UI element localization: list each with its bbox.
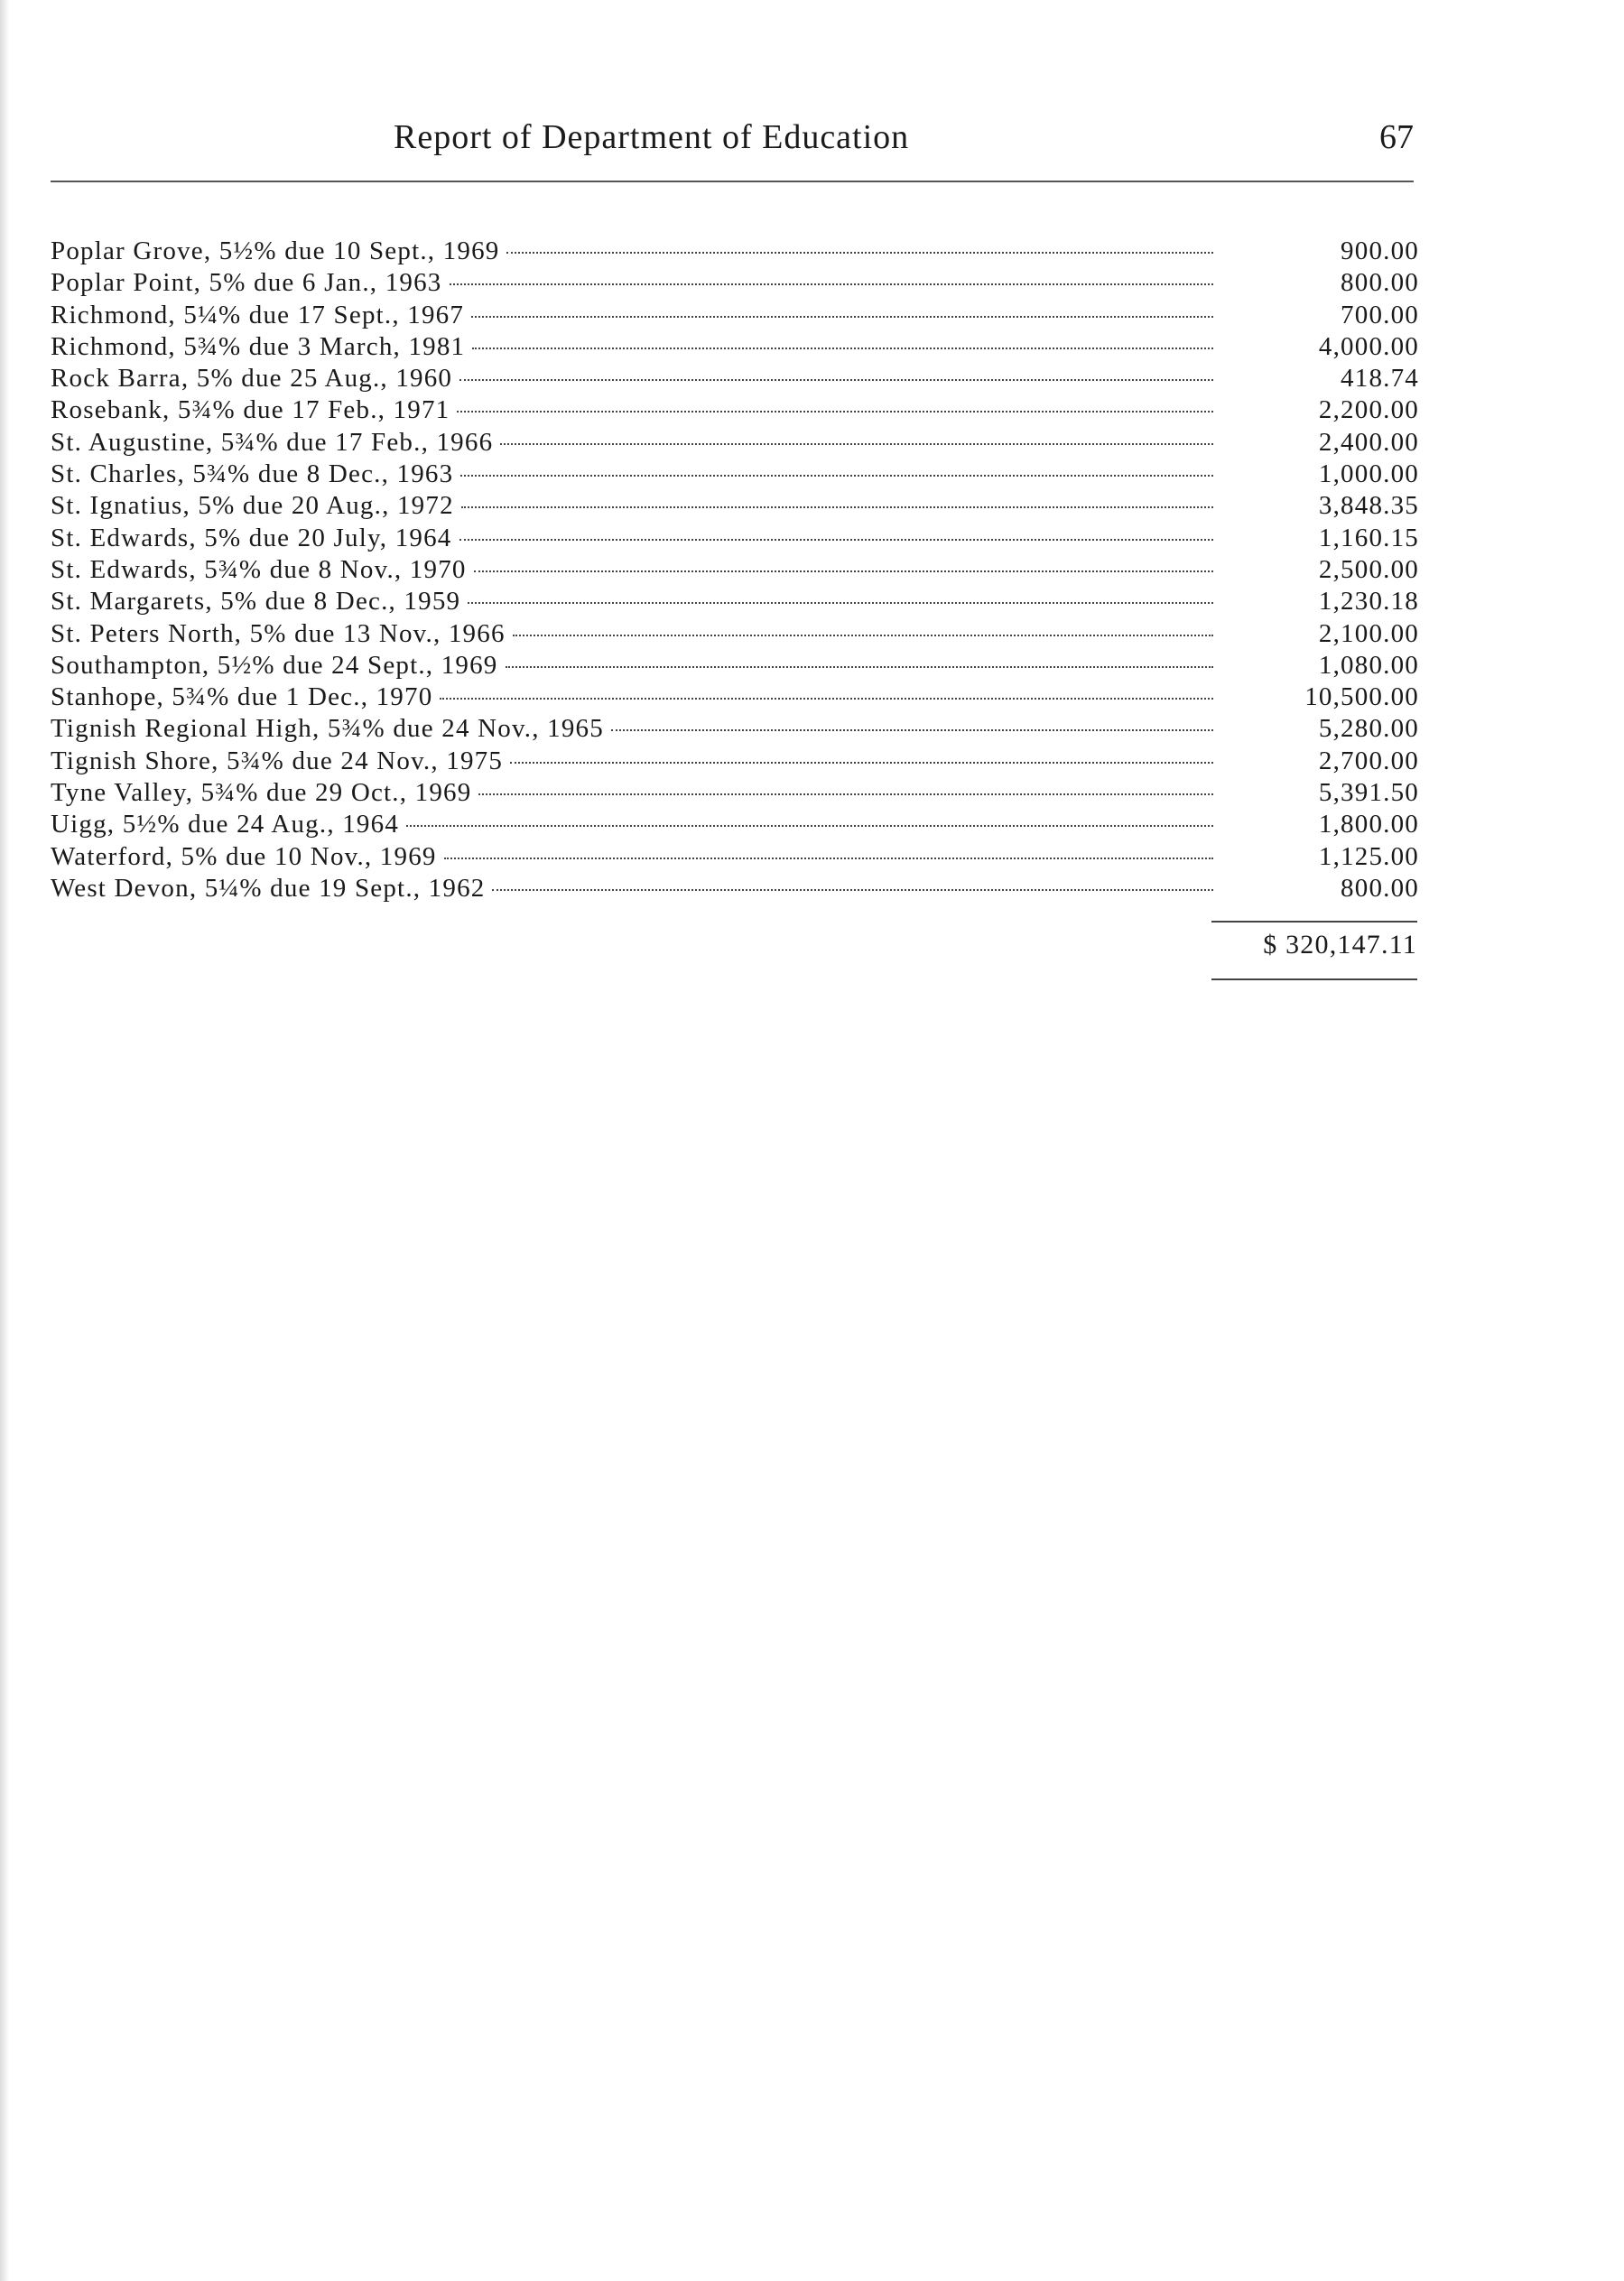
dot-leader <box>474 570 1213 572</box>
list-item <box>51 778 1419 810</box>
list-item <box>51 395 1419 427</box>
list-item <box>51 746 1419 778</box>
row-label: Southampton, 5½% due 24 Sept., 1969 <box>51 650 498 680</box>
row-label: Poplar Grove, 5½% due 10 Sept., 1969 <box>51 236 500 265</box>
row-label: Rock Barra, 5% due 25 Aug., 1960 <box>51 364 453 394</box>
row-amount: 1,160.15 <box>1318 523 1419 552</box>
dot-leader <box>406 825 1213 827</box>
list-item <box>51 555 1419 587</box>
row-label: Stanhope, 5¾% due 1 Dec., 1970 <box>51 682 433 712</box>
row-amount: 3,848.35 <box>1318 491 1419 521</box>
row-label: St. Edwards, 5¾% due 8 Nov., 1970 <box>51 554 467 584</box>
row-label: St. Peters North, 5% due 13 Nov., 1966 <box>51 618 506 648</box>
page-number: 67 <box>1379 118 1414 156</box>
dot-leader <box>461 506 1213 508</box>
scan-edge-shadow <box>0 0 9 2281</box>
row-amount: 5,391.50 <box>1318 778 1419 808</box>
dot-leader <box>440 698 1213 700</box>
row-amount: 800.00 <box>1341 268 1419 298</box>
row-amount: 5,280.00 <box>1318 714 1419 744</box>
row-amount: 800.00 <box>1341 873 1419 903</box>
row-label: St. Augustine, 5¾% due 17 Feb., 1966 <box>51 427 494 457</box>
list-item <box>51 524 1419 555</box>
list-item <box>51 364 1419 395</box>
page-title: Report of Department of Education <box>394 118 910 156</box>
dot-leader <box>459 539 1214 541</box>
row-label: Tignish Regional High, 5¾% due 24 Nov., 1965 <box>51 714 604 744</box>
dot-leader <box>444 858 1213 859</box>
list-item <box>51 714 1419 746</box>
list-item <box>51 682 1419 714</box>
row-label: Tignish Shore, 5¾% due 24 Nov., 1975 <box>51 746 504 775</box>
row-label: Richmond, 5¾% due 3 March, 1981 <box>51 331 466 361</box>
row-amount: 2,500.00 <box>1318 554 1419 584</box>
row-label: Richmond, 5¼% due 17 Sept., 1967 <box>51 300 465 329</box>
row-amount: 418.74 <box>1341 364 1419 394</box>
dot-leader <box>478 793 1213 795</box>
row-amount: 1,125.00 <box>1318 841 1419 871</box>
list-item <box>51 268 1419 300</box>
dot-leader <box>460 475 1213 477</box>
total-rule-bottom <box>1211 978 1417 980</box>
dot-leader <box>500 443 1213 445</box>
row-label: Tyne Valley, 5¾% due 29 Oct., 1969 <box>51 778 472 808</box>
list-item <box>51 842 1419 874</box>
row-amount: 1,000.00 <box>1318 459 1419 489</box>
dot-leader <box>513 635 1213 636</box>
list-item <box>51 236 1419 268</box>
row-label: Waterford, 5% due 10 Nov., 1969 <box>51 841 437 871</box>
dot-leader <box>457 411 1213 413</box>
list-item <box>51 459 1419 491</box>
list-item <box>51 810 1419 841</box>
row-label: Poplar Point, 5% due 6 Jan., 1963 <box>51 268 442 298</box>
dot-leader <box>510 762 1213 764</box>
row-amount: 1,080.00 <box>1318 650 1419 680</box>
dot-leader <box>471 316 1213 318</box>
grand-total: $ 320,147.11 <box>1263 930 1417 960</box>
row-label: West Devon, 5¼% due 19 Sept., 1962 <box>51 873 486 903</box>
list-item <box>51 428 1419 459</box>
list-item <box>51 619 1419 651</box>
dot-leader <box>472 348 1213 349</box>
header-rule <box>51 181 1414 182</box>
row-label: St. Edwards, 5% due 20 July, 1964 <box>51 523 452 552</box>
row-amount: 900.00 <box>1341 236 1419 265</box>
dot-leader <box>450 283 1214 285</box>
row-label: St. Ignatius, 5% due 20 Aug., 1972 <box>51 491 454 521</box>
row-label: St. Charles, 5¾% due 8 Dec., 1963 <box>51 459 454 489</box>
row-label: Uigg, 5½% due 24 Aug., 1964 <box>51 810 400 839</box>
row-amount: 1,800.00 <box>1318 810 1419 839</box>
row-amount: 700.00 <box>1341 300 1419 329</box>
dot-leader <box>492 889 1213 891</box>
dot-leader <box>468 602 1213 604</box>
dot-leader <box>611 729 1213 731</box>
dot-leader <box>459 379 1213 381</box>
dot-leader <box>506 666 1213 668</box>
list-item <box>51 651 1419 682</box>
dot-leader <box>506 252 1213 254</box>
page-header <box>51 117 1414 172</box>
row-amount: 2,200.00 <box>1318 395 1419 425</box>
row-amount: 2,700.00 <box>1318 746 1419 775</box>
debenture-list <box>51 236 1419 905</box>
row-amount: 1,230.18 <box>1318 587 1419 617</box>
list-item <box>51 874 1419 905</box>
list-item <box>51 301 1419 332</box>
total-rule-top <box>1211 921 1417 923</box>
list-item <box>51 587 1419 618</box>
row-amount: 10,500.00 <box>1304 682 1419 712</box>
row-amount: 2,400.00 <box>1318 427 1419 457</box>
row-label: St. Margarets, 5% due 8 Dec., 1959 <box>51 587 461 617</box>
row-amount: 2,100.00 <box>1318 618 1419 648</box>
list-item <box>51 491 1419 523</box>
list-item <box>51 332 1419 364</box>
row-label: Rosebank, 5¾% due 17 Feb., 1971 <box>51 395 450 425</box>
row-amount: 4,000.00 <box>1318 331 1419 361</box>
